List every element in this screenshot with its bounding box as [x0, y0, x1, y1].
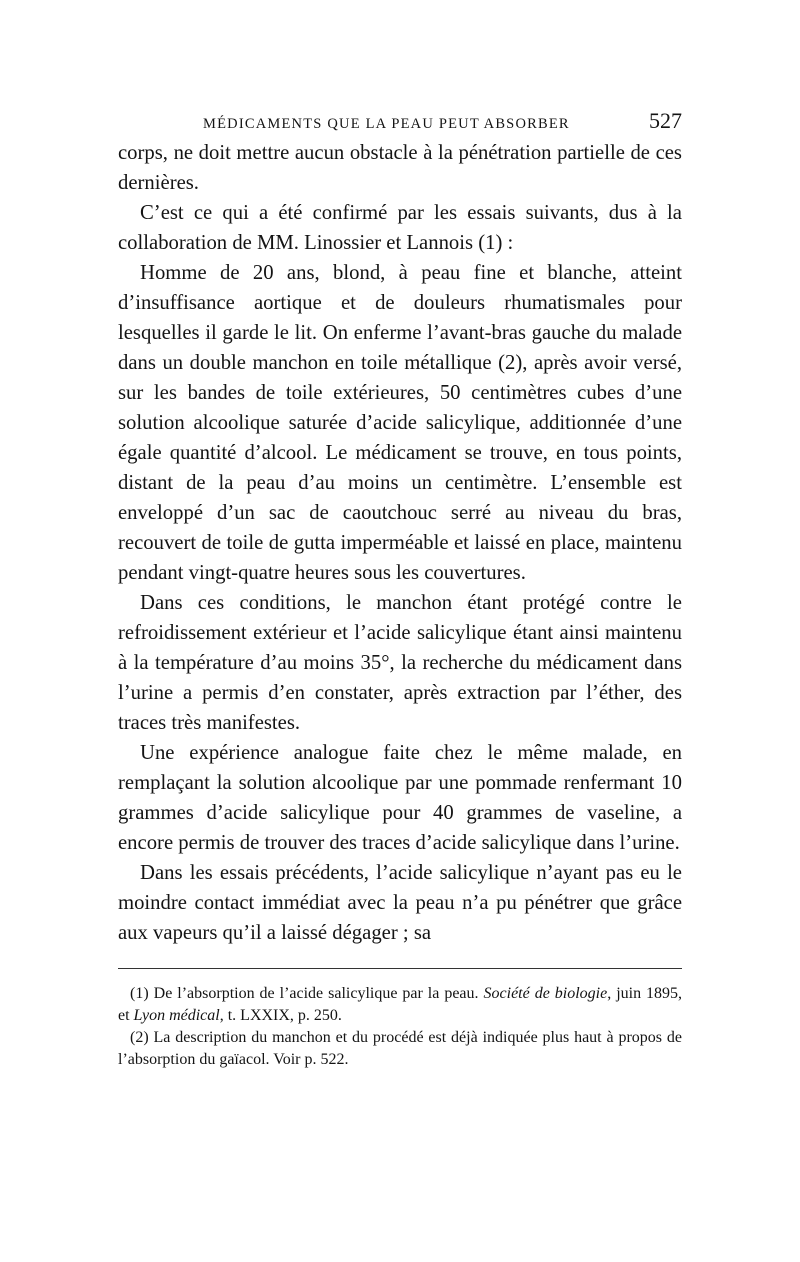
footnote-text: , juin 1895, et [118, 985, 683, 1024]
footnote-divider [118, 968, 682, 969]
page-number: 527 [649, 108, 682, 133]
footnote-text: De l’absorption de l’acide salicylique par la peau. [153, 985, 479, 1002]
paragraph: Dans ces conditions, le manchon étant protégé contre le refroidissement extérieur et l’acide salicylique étant ainsi maintenu à la température d’au moins 35°, la recherche du médicament dans l’urine a permis d’en constater, après extraction par l’éther, des traces très manifestes. [118, 592, 682, 734]
footnote-text: , t. LXXIX, p. 250. [219, 1007, 342, 1024]
paragraph: Une expérience analogue faite chez le même malade, en remplaçant la solution alcoolique par une pommade renfermant 10 grammes d’acide salicylique pour 40 grammes de vaseline, a encore permis de trouver des traces d’acide salicylique dans l’urine. [118, 742, 682, 854]
footnote-mark: (1) [130, 985, 149, 1002]
footnote-text: La description du manchon et du procédé est déjà indiquée plus haut à propos de l’absorption du gaïacol. Voir p. 522. [118, 1029, 682, 1068]
running-head [118, 108, 682, 138]
paragraph-continued: corps, ne doit mettre aucun obstacle à la pénétration partielle de ces dernières. [118, 142, 682, 194]
footnote-mark: (2) [130, 1029, 149, 1046]
paragraph: Homme de 20 ans, blond, à peau fine et blanche, atteint d’insuffisance aortique et de douleurs rhumatismales pour lesquelles il garde le lit. On enferme l’avant-bras gauche du malade dans un double manchon en toile métallique (2), après avoir versé, sur les bandes de toile extérieures, 50 centimètres cubes d’une solution alcoolique saturée d’acide salicylique, additionnée d’une égale quantité d’alcool. Le médicament se trouve, en tous points, distant de la peau d’au moins un centimètre. L’ensemble est enveloppé d’un sac de caoutchouc serré au niveau du bras, recouvert de toile de gutta imperméable et laissé en place, maintenu pendant vingt-quatre heures sous les couvertures. [118, 262, 682, 584]
running-title: MÉDICAMENTS QUE LA PEAU PEUT ABSORBER [203, 116, 570, 132]
main-text [118, 138, 682, 948]
footnotes [118, 983, 682, 1071]
paragraph: Dans les essais précédents, l’acide salicylique n’ayant pas eu le moindre contact immédiat avec la peau n’a pu pénétrer que grâce aux vapeurs qu’il a laissé dégager ; sa [118, 862, 682, 944]
journal-title: Lyon médical [133, 1007, 220, 1024]
journal-title: Société de biologie [483, 985, 608, 1002]
book-page [118, 108, 682, 1071]
footnote-1 [118, 983, 682, 1027]
footnote-2 [118, 1027, 682, 1071]
paragraph: C’est ce qui a été confirmé par les essais suivants, dus à la collaboration de MM. Linossier et Lannois (1) : [118, 202, 682, 254]
